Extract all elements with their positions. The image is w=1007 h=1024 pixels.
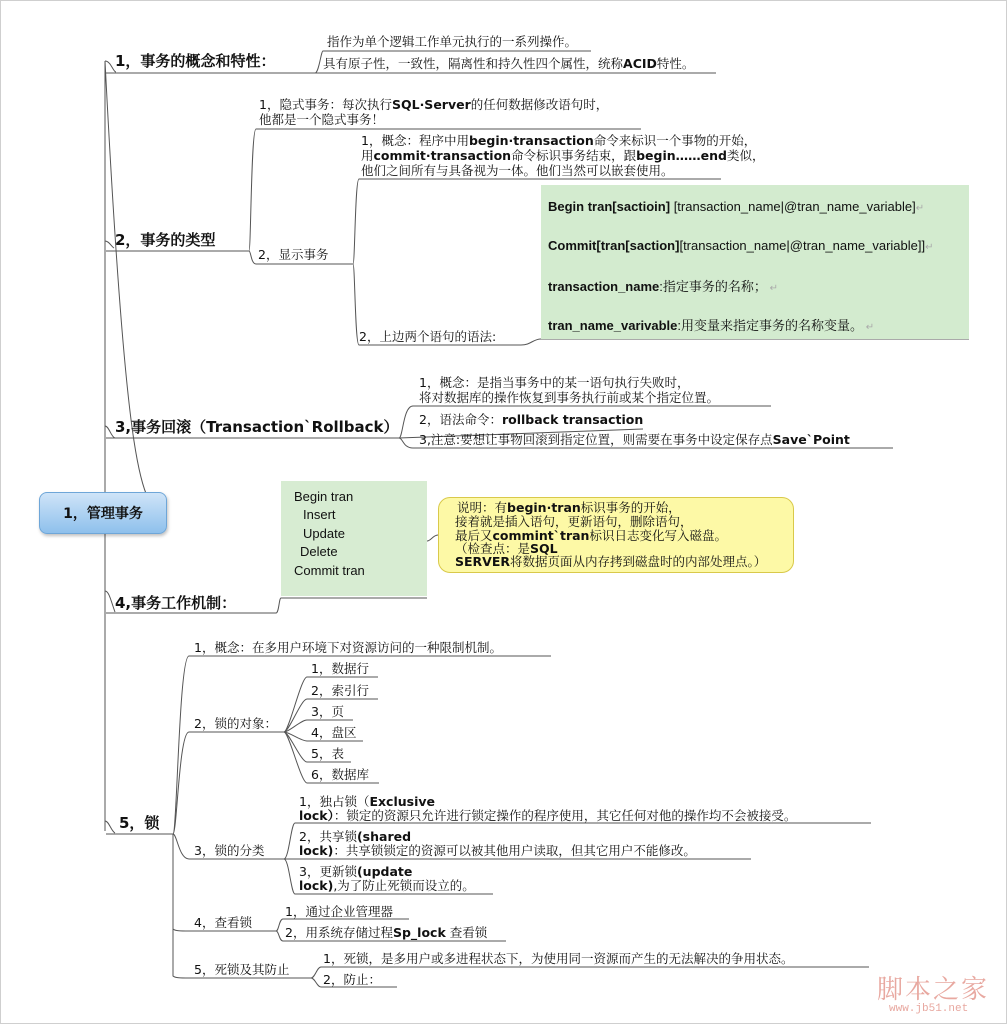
lock-object-item: 5，表: [311, 746, 344, 761]
lock-types-label: 3，锁的分类: [194, 843, 265, 858]
deadlock-prevention: 2，防止：: [323, 972, 381, 987]
lock-object-item: 2，索引行: [311, 683, 369, 698]
exclusive-lock-line-1: 1，独占锁（Exclusive: [299, 794, 435, 809]
view-lock-label: 4，查看锁: [194, 915, 252, 930]
branch-5-title[interactable]: 5，锁: [119, 814, 160, 832]
explicit-concept-line-2: 用commit·transaction命令标识事务结束，跟begin……end类似，: [361, 148, 765, 163]
watermark-logo: 脚本之家: [877, 975, 990, 1005]
note-line-4: （检查点：是SQL: [455, 541, 558, 556]
rollback-concept-line-2: 将对数据库的操作恢复到事务执行前或某个指定位置。: [419, 390, 720, 405]
lock-object-item: 1，数据行: [311, 661, 369, 676]
note-line-5: SERVER将数据页面从内存拷到磁盘时的内部处理点。）: [455, 554, 767, 569]
shared-lock-line-1: 2，共享锁(shared: [299, 829, 412, 844]
code-line: Insert: [303, 507, 336, 522]
implicit-transaction-line-2: 他都是一个隐式事务！: [259, 112, 385, 127]
lock-object-item: 3，页: [311, 704, 344, 719]
explicit-concept-line-1: 1，概念：程序中用begin·transaction命令来标识一个事物的开始，: [361, 133, 757, 148]
begin-tran-syntax: Begin tran[sactioin] [transaction_name|@tran_name_variable]↵: [548, 199, 925, 214]
lock-object-item: 4，盘区: [311, 725, 357, 740]
code-line: Delete: [300, 544, 338, 559]
explicit-concept-line-3: 他们之间所有与具备视为一体。他们当然可以嵌套使用。: [361, 163, 674, 178]
note-line-2: 接着就是插入语句，更新语句，删除语句，: [455, 514, 693, 529]
explicit-transaction-label: 2，显示事务: [258, 247, 329, 262]
root-node[interactable]: [39, 492, 167, 534]
commit-tran-syntax: Commit[tran[saction][transaction_name|@tran_name_variable]]↵: [548, 238, 934, 253]
tran-name-variable-desc: tran_name_varivable:用变量来指定事务的名称变量。 ↵: [548, 318, 875, 333]
view-lock-method-2: 2，用系统存储过程Sp_lock 查看锁: [285, 925, 488, 940]
note-line-3: 最后又commint`tran标识日志变化写入磁盘。: [455, 528, 727, 543]
implicit-transaction-line-1: 1，隐式事务：每次执行SQL·Server的任何数据修改语句时，: [259, 97, 609, 112]
branch-1-definition: 指作为单个逻辑工作单元执行的一系列操作。: [327, 34, 578, 49]
view-lock-method-1: 1，通过企业管理器: [285, 904, 393, 919]
rollback-concept-line-1: 1，概念：是指当事务中的某一语句执行失败时，: [419, 375, 690, 390]
rollback-command: 2，语法命令：rollback transaction: [419, 412, 644, 427]
syntax-label: 2，上边两个语句的语法:: [359, 329, 497, 344]
code-line: Update: [303, 526, 345, 541]
note-line-1: 说明：有begin·tran标识事务的开始，: [457, 500, 681, 515]
root-label: 1，管理事务: [63, 506, 143, 522]
update-lock-line-1: 3，更新锁(update: [299, 864, 413, 879]
exclusive-lock-line-2: lock）：锁定的资源只允许进行锁定操作的程序使用，其它任何对他的操作均不会被接受。: [299, 808, 797, 823]
lock-object-item: 6，数据库: [311, 767, 369, 782]
code-line: Commit tran: [294, 563, 365, 578]
deadlock-label: 5，死锁及其防止: [194, 962, 290, 977]
syntax-box: [541, 185, 969, 339]
mechanism-note: [438, 497, 794, 573]
deadlock-definition: 1，死锁，是多用户或多进程状态下，为使用同一资源而产生的无法解决的争用状态。: [323, 951, 794, 966]
watermark-url: www.jb51.net: [889, 1003, 969, 1015]
rollback-savepoint-note: 3,注意:要想让事物回滚到指定位置，则需要在事务中设定保存点Save`Point: [419, 432, 850, 447]
branch-1-properties: 具有原子性，一致性，隔离性和持久性四个属性，统称ACID特性。: [323, 56, 695, 71]
transaction-code-box: [281, 481, 427, 596]
transaction-name-desc: transaction_name:指定事务的名称； ↵: [548, 279, 779, 294]
shared-lock-line-2: lock)：共享锁锁定的资源可以被其他用户读取，但其它用户不能修改。: [299, 843, 696, 858]
update-lock-line-2: lock),为了防止死锁而设立的。: [299, 878, 475, 893]
branch-4-title[interactable]: 4,事务工作机制：: [115, 594, 237, 612]
lock-concept: 1，概念：在多用户环境下对资源访问的一种限制机制。: [194, 640, 502, 655]
lock-objects-label: 2，锁的对象：: [194, 716, 277, 731]
branch-2-title[interactable]: 2，事务的类型: [115, 231, 216, 249]
branch-3-title[interactable]: 3,事务回滚（Transaction`Rollback）: [115, 418, 399, 436]
code-line: Begin tran: [294, 489, 354, 504]
branch-1-title[interactable]: 1，事务的概念和特性：: [115, 52, 276, 70]
